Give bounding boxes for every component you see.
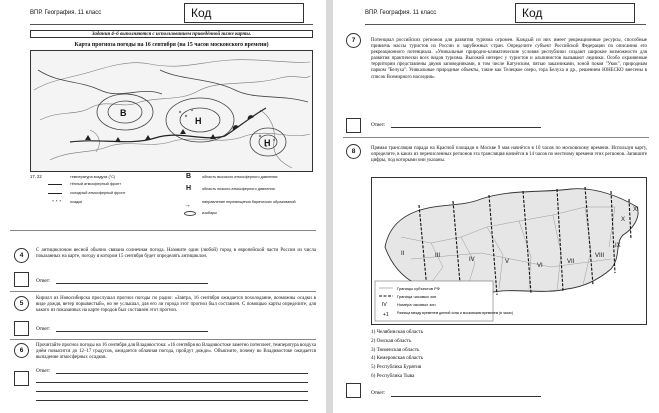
question-number-4: 4 bbox=[14, 248, 29, 263]
low-pressure-symbol: Н bbox=[195, 116, 202, 126]
legend-time-difference: Разница между временем данной зоны и московским временем (в часах) bbox=[397, 311, 513, 315]
answer-box-8[interactable] bbox=[346, 383, 361, 398]
section-divider bbox=[10, 291, 316, 292]
option-1: 1) Челябинская область bbox=[371, 329, 424, 335]
svg-text:+1: +1 bbox=[383, 312, 389, 318]
answer-line-5[interactable] bbox=[56, 331, 208, 332]
zone-label: VIII bbox=[595, 253, 605, 259]
legend-low-symbol: Н bbox=[186, 185, 192, 192]
legend-movement: направление перемещения барических образований bbox=[202, 200, 296, 204]
legend-zone-numbers: Номера часовых зон bbox=[397, 302, 436, 307]
zone-label: IX bbox=[615, 243, 621, 249]
zone-label: VII bbox=[567, 259, 575, 265]
answer-line-6b[interactable] bbox=[36, 382, 308, 383]
legend-isobars: изобары bbox=[202, 211, 217, 215]
zone-label: IV bbox=[469, 257, 475, 263]
question-6-text: Прочитайте прогноз погоды на 16 сентября для Владивостока: «16 сентября во Владивостоке заметно потеплеет, температура воздуха днём повысится до 12–17 градусов, ожидается облачная погода, пройдут дожди». Объясните, почему во Владивостоке ожидается выпадение атмосферных осадков. bbox=[36, 343, 316, 361]
cold-front-sample bbox=[48, 193, 62, 194]
option-6: 6) Республика Тыва bbox=[371, 372, 415, 379]
zone-map-legend bbox=[375, 281, 513, 321]
legend-zone-border: Граница часовых зон bbox=[397, 294, 437, 299]
legend-high-pressure: область высокого атмосферного давления bbox=[202, 175, 278, 179]
code-field[interactable]: Код bbox=[515, 3, 635, 23]
legend-borders: Границы субъектов РФ bbox=[397, 286, 440, 291]
section-divider bbox=[10, 339, 316, 340]
answer-box-7[interactable] bbox=[346, 118, 361, 133]
answer-label-7: Ответ: bbox=[371, 122, 386, 128]
map-title: Карта прогноза погоды на 16 сентября (на 15 часов московского времени) bbox=[74, 42, 269, 48]
zone-label: XI bbox=[633, 207, 639, 213]
page-header: ВПР. География. 11 класс bbox=[30, 10, 102, 16]
legend-low-pressure: область низкого атмосферного давления bbox=[202, 187, 275, 191]
legend-warm-front: тёплый атмосферный фронт bbox=[70, 182, 121, 186]
task-banner: Задания 4–6 выполняются с использованием приведённой ниже карты. bbox=[30, 30, 313, 38]
answer-line-6c[interactable] bbox=[36, 391, 308, 392]
isobar-sample bbox=[184, 211, 196, 216]
question-4-text: С антициклоном весной обычно связана солнечная погода. Назовите один (любой) город в европейской части России из числа показанных на карте, погоду в котором 15 сентября будет определять антициклон. bbox=[36, 248, 316, 260]
code-field[interactable]: Код bbox=[184, 3, 304, 23]
question-5-text: Кирилл из Новосибирска прослушал прогноз погоды по радио: «Завтра, 16 сентября ожидается похолодание, возможны осадки в виде дождя, ветер порывистый», но не услышал, для его ли города этот прогноз был составлен. С помощью карты определите, для какого из показанных на карте городов был составлен этот прогноз. bbox=[36, 296, 316, 314]
question-number-7: 7 bbox=[346, 33, 361, 48]
answer-label-8: Ответ: bbox=[371, 390, 386, 396]
weather-forecast-map bbox=[30, 50, 313, 172]
legend-cold-front: холодный атмосферный фронт bbox=[70, 191, 126, 195]
option-4: 4) Кемеровская область bbox=[371, 355, 424, 362]
question-7-text: Потенциал российских регионов для развития туризма огромен. Каждый из них имеет рекреационные ресурсы, способные привлечь массы туристов из России и зарубежных стран. Определите субъект Российской Федерации по описанию его рекреационного потенциала. «Уникальные природно-климатические условия республики создают широкие возможности для развития практически всех видов туризма. Высокий интерес у туристов и альпинистов вызывают ледники. Особо охраняемые территории представлены двумя заповедниками, в том числе Катунским, пятью заказниками, зоной покоя "Укок", природным парком "Белуха". Уникальные природные объекты, такие как Телецкое озеро, гора Белуха и др., решением ЮНЕСКО внесены в список Всемирного наследия». bbox=[371, 38, 647, 80]
question-number-8: 8 bbox=[346, 144, 361, 159]
answer-box-5[interactable] bbox=[14, 321, 29, 336]
precip-sample: • • • bbox=[52, 199, 62, 205]
option-3: 3) Тюменская область bbox=[371, 346, 420, 353]
low-pressure-symbol-east: Н bbox=[264, 138, 271, 148]
zone-label: V bbox=[505, 259, 510, 265]
worksheet-page-left bbox=[0, 0, 326, 413]
legend-temperature: температура воздуха (°C) bbox=[70, 175, 116, 179]
header-rule bbox=[30, 24, 313, 25]
header-rule bbox=[365, 24, 646, 25]
option-2: 2) Омская область bbox=[371, 337, 412, 344]
zone-label: II bbox=[401, 251, 405, 257]
answer-label-4: Ответ: bbox=[36, 278, 51, 284]
question-8-text: Прямая трансляция парада на Красной площади в Москве 9 мая начнётся в 10 часов по московскому времени. Используя карту, определите, в каких из перечисленных регионов эта трансляция начнётся в 14 часов по местному времени этих регионов. Запишите цифры, под которыми они указаны. bbox=[371, 146, 647, 164]
page-header: ВПР. География. 11 класс bbox=[365, 10, 437, 16]
question-number-5: 5 bbox=[14, 296, 29, 311]
section-divider bbox=[10, 230, 316, 231]
legend-temp-sample: 17, 22 bbox=[30, 174, 42, 179]
answer-label-6: Ответ: bbox=[36, 368, 51, 374]
answer-line-4[interactable] bbox=[56, 283, 208, 284]
answer-line-6d[interactable] bbox=[36, 400, 308, 401]
map-legend bbox=[30, 175, 313, 221]
answer-box-6[interactable] bbox=[14, 371, 29, 386]
time-zones-map bbox=[371, 177, 647, 325]
zone-label: X bbox=[621, 217, 626, 223]
movement-arrow-icon: → bbox=[184, 201, 191, 209]
legend-precipitation: осадки bbox=[70, 200, 83, 204]
options-list bbox=[371, 328, 423, 381]
legend-high-symbol: В bbox=[186, 173, 192, 180]
answer-label-5: Ответ: bbox=[36, 326, 51, 332]
high-pressure-symbol: В bbox=[120, 108, 127, 118]
worksheet-page-right bbox=[333, 0, 659, 413]
warm-front-sample bbox=[48, 184, 62, 185]
question-number-6: 6 bbox=[14, 343, 29, 358]
svg-text:IV: IV bbox=[382, 302, 387, 308]
option-5: 5) Республика Бурятия bbox=[371, 364, 422, 371]
answer-box-4[interactable] bbox=[14, 272, 29, 287]
answer-line-8[interactable] bbox=[391, 396, 541, 397]
answer-line-6a[interactable] bbox=[56, 373, 308, 374]
zone-label: III bbox=[435, 253, 441, 259]
section-divider bbox=[343, 137, 649, 138]
answer-line-7[interactable] bbox=[391, 127, 541, 128]
zone-label: VI bbox=[537, 263, 543, 269]
